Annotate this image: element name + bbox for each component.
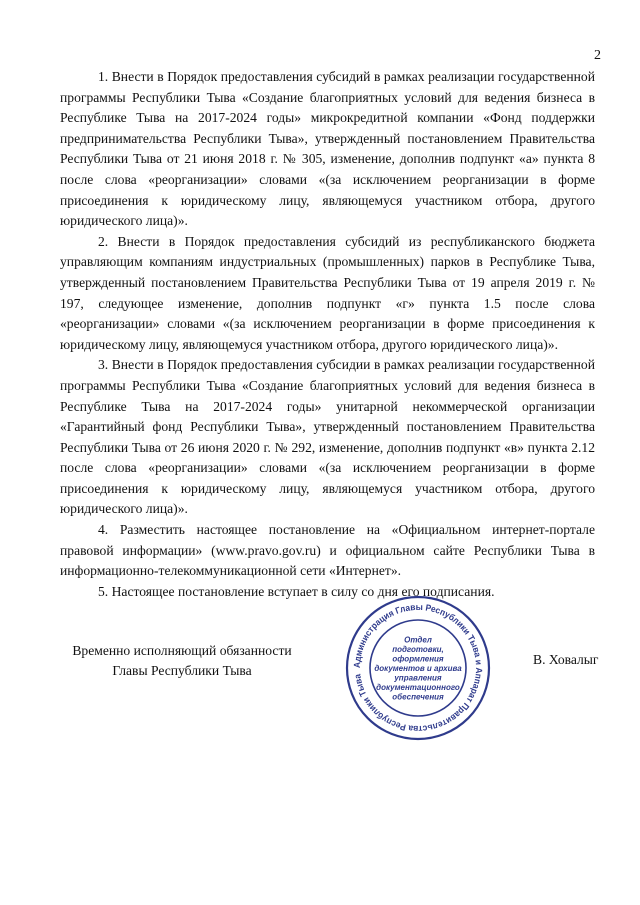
page-number: 2 xyxy=(594,48,601,63)
signatory-name: В. Ховалыг xyxy=(533,652,599,667)
stamp-center-line: оформления xyxy=(392,654,444,664)
stamp-center-line: подготовки, xyxy=(392,645,444,654)
signatory-title-line-1: Временно исполняющий обязанности xyxy=(72,643,292,658)
document-body xyxy=(60,67,595,602)
stamp-center-line: обеспечения xyxy=(392,692,444,702)
paragraph-3: 3. Внести в Порядок предоставления субсидии в рамках реализации государственной программы Республики Тыва «Создание благоприятных условий для ведения бизнеса в Республике Тыва на 2017-2024 годы» унитарной некоммерческой организации «Гарантийный фонд Республики Тыва», утвержденный постановлением Правительства Республики Тыва от 26 июня 2020 г. № 292, изменение, дополнив подпункт «в» пункта 2.12 после слова «реорганизации» словами «(за исключением реорганизации в форме присоединения к юридическому лицу, являющемуся участником отбора, другого юридического лица)». xyxy=(60,357,595,517)
paragraph-2: 2. Внести в Порядок предоставления субсидий из республиканского бюджета управляющим компаниям индустриальных (промышленных) парков в Республике Тыва, утвержденный постановлением Правительства Республики Тыва от 19 апреля 2019 г. № 197, следующее изменение, дополнив подпункт «г» пункта 1.5 после слова «реорганизации» словами «(за исключением реорганизации в форме присоединения к юридическому лицу, являющемуся участником отбора, другого юридического лица)». xyxy=(60,233,595,352)
stamp-seal-icon xyxy=(343,593,493,743)
svg-text:Администрация Главы Республики: Администрация Главы Республики Тыва и Аппарат Правительства Республики Тыва xyxy=(351,601,485,735)
paragraph-4: 4. Разместить настоящее постановление на «Официальном интернет-портале правовой информации» (www.pravo.gov.ru) и официальном сайте Республики Тыва в информационно-телекоммуникационной сети «Интернет». xyxy=(60,522,595,579)
official-stamp xyxy=(343,593,493,743)
stamp-center-line: Отдел xyxy=(404,635,432,645)
stamp-center-line: документационного xyxy=(376,683,460,692)
signatory-title-line-2: Главы Республики Тыва xyxy=(112,663,252,678)
paragraph-1: 1. Внести в Порядок предоставления субсидий в рамках реализации государственной программы Республики Тыва «Создание благоприятных условий для ведения бизнеса в Республике Тыва на 2017-2024 годы» микрокредитной компании «Фонд поддержки предпринимательства Республики Тыва», утвержденный постановлением Правительства Республики Тыва от 21 июня 2018 г. № 305, изменение, дополнив подпункт «а» пункта 8 после слова «реорганизации» словами «(за исключением реорганизации в форме присоединения к юридическому лицу, являющемуся участником отбора, другого юридического лица)». xyxy=(60,69,595,229)
paragraph-5: 5. Настоящее постановление вступает в силу со дня его подписания. xyxy=(98,583,495,599)
signatory-title xyxy=(62,641,302,681)
stamp-center-line: документов и архива xyxy=(374,664,462,673)
stamp-center-line: управления xyxy=(394,673,442,683)
